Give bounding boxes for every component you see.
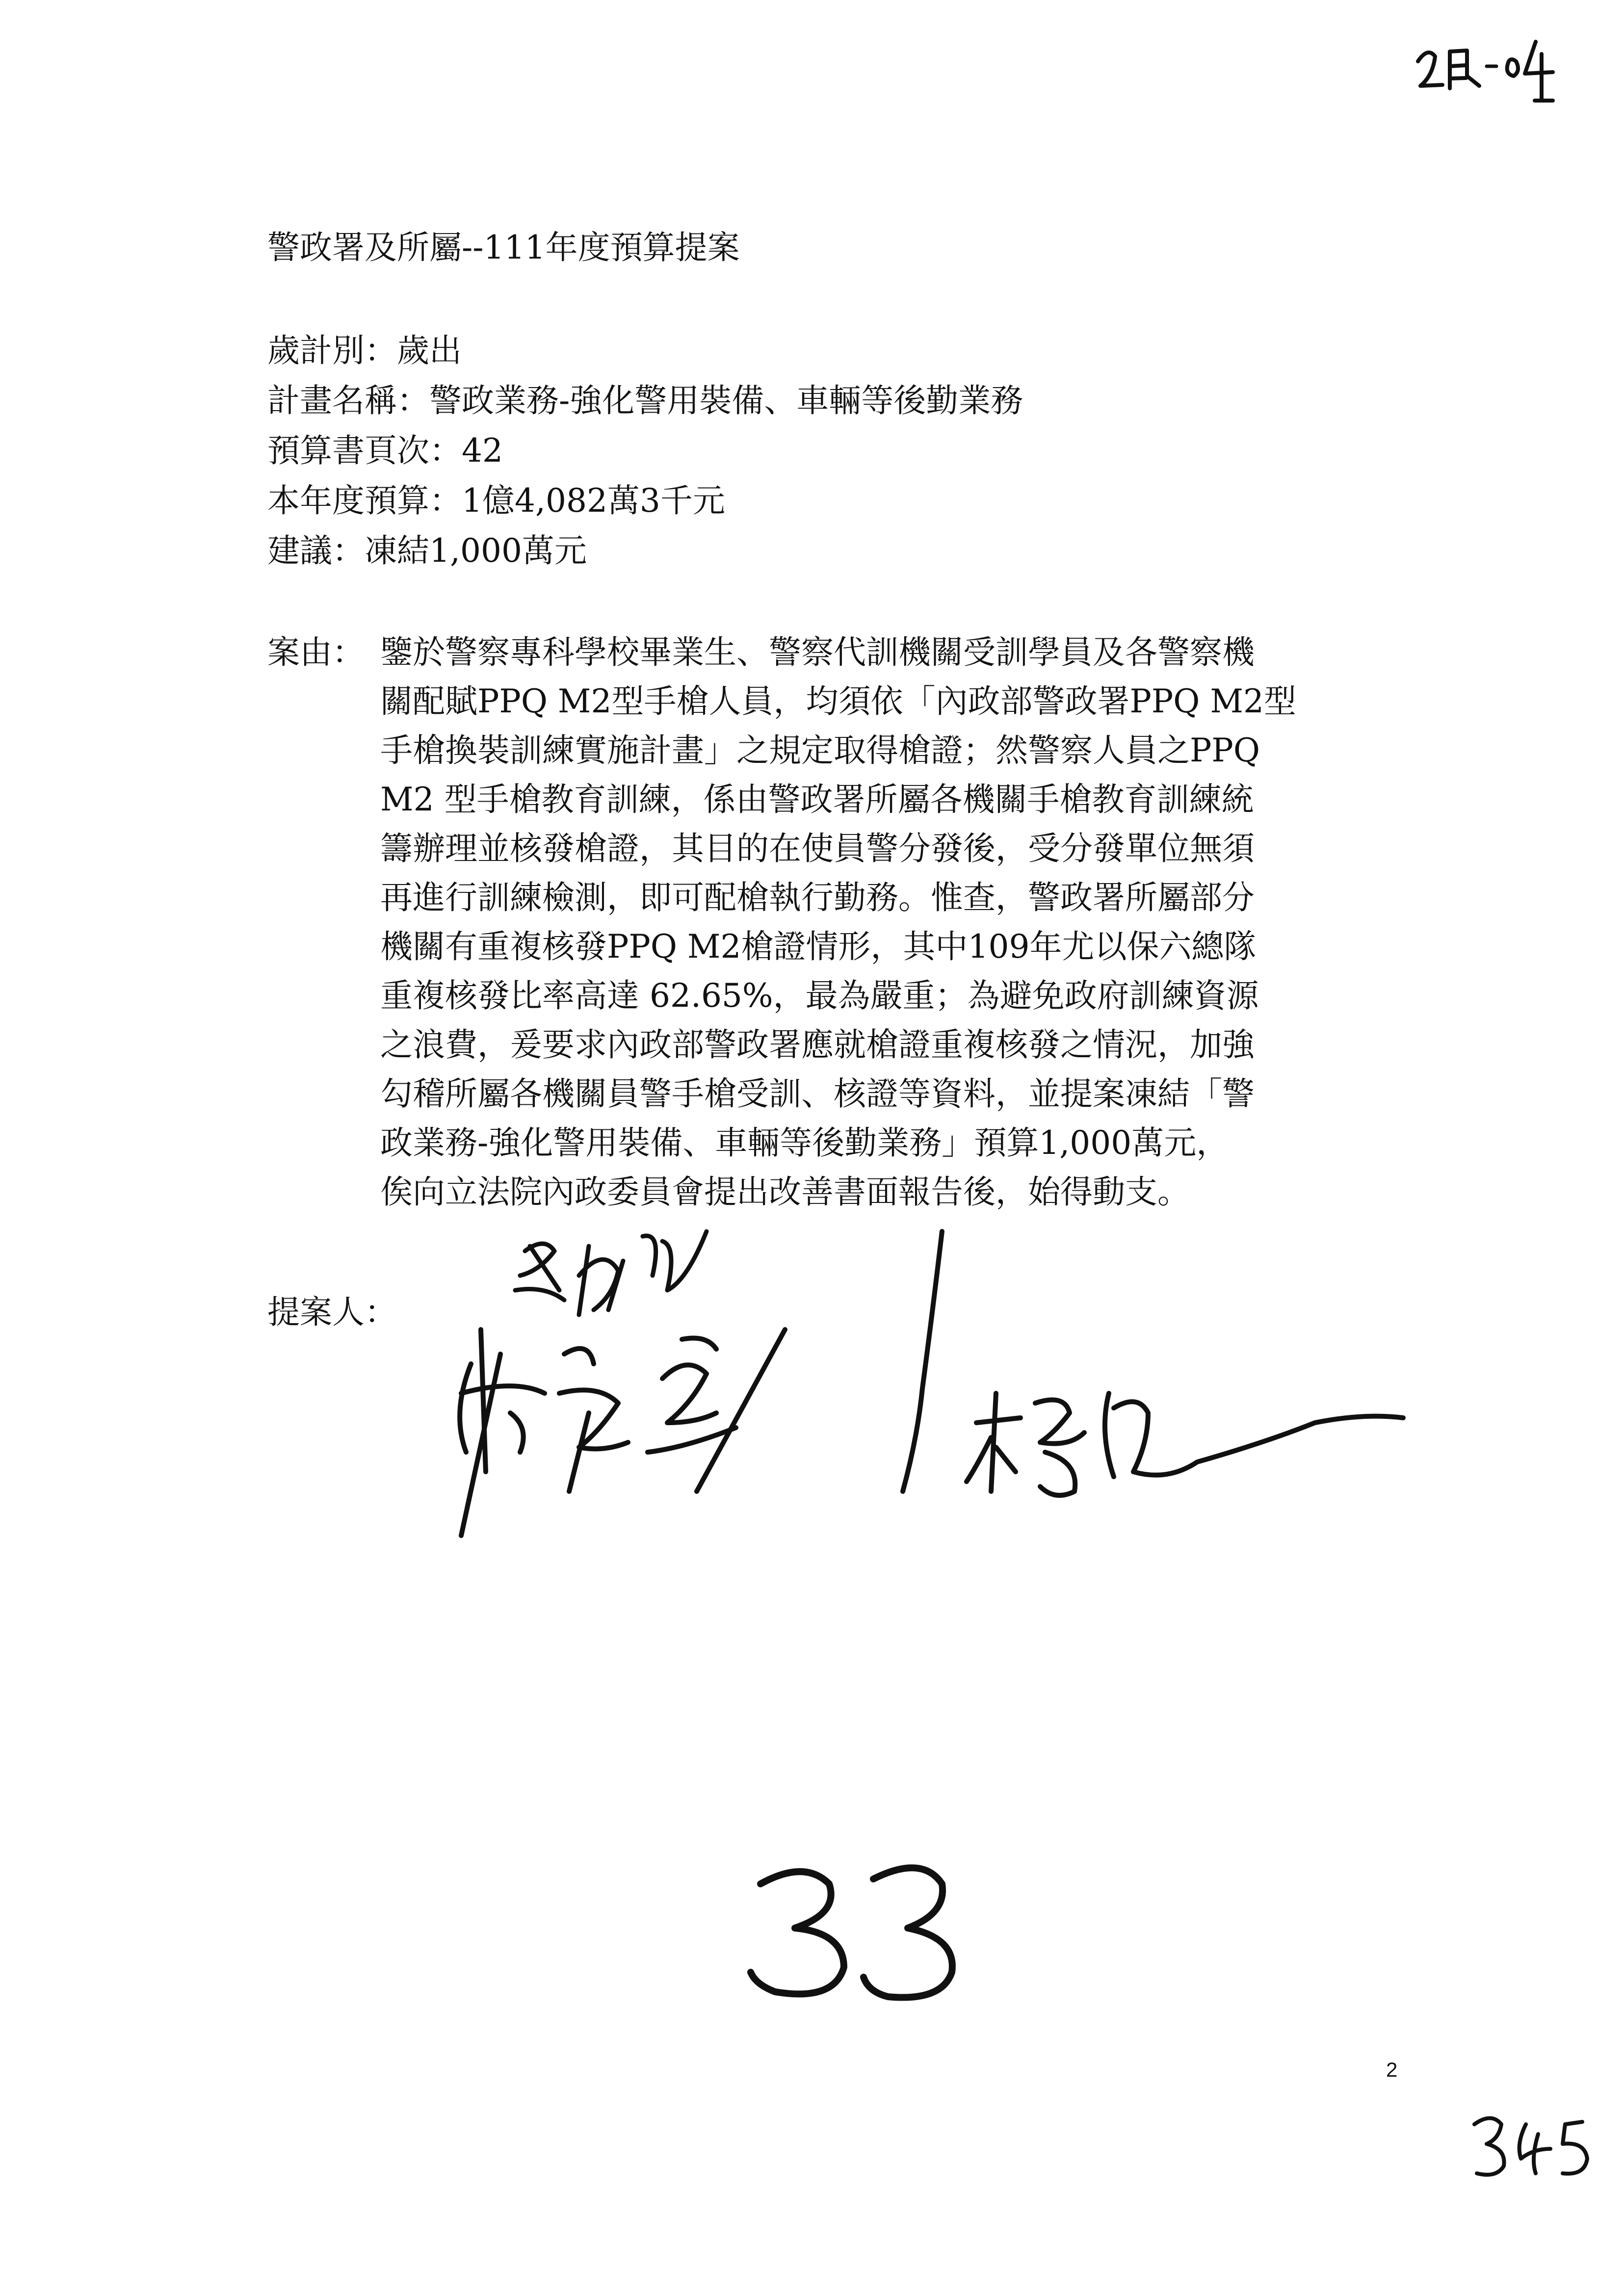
field-recommendation [267, 526, 587, 575]
field-fiscal-category [267, 326, 462, 375]
reason-line: 重複核發比率高達 62.65%，最為嚴重；為避免政府訓練資源 [380, 977, 1259, 1015]
reason-line: 再進行訓練檢測，即可配槍執行勤務。惟查，警政署所屬部分 [380, 879, 1255, 916]
field-separator: ： [365, 332, 397, 369]
field-separator: ： [397, 382, 429, 419]
reason-line: 機關有重複核發PPQ M2槍證情形，其中109年尤以保六總隊 [380, 928, 1257, 965]
signature-image [432, 1217, 1438, 1590]
handwritten-number-image [746, 1859, 1001, 2007]
reason-line: M2 型手槍教育訓練，係由警政署所屬各機關手槍教育訓練統 [380, 781, 1254, 818]
field-value: 42 [462, 432, 503, 470]
reason-line: 關配賦PPQ M2型手槍人員，均須依「內政部警政署PPQ M2型 [380, 682, 1296, 720]
field-separator: ： [332, 532, 365, 570]
field-annual-budget [267, 476, 725, 525]
field-label: 本年度預算 [267, 482, 429, 520]
reason-line: 之浪費，爰要求內政部警政署應就槍證重複核發之情況，加強 [380, 1026, 1255, 1064]
field-plan-name [267, 376, 1023, 425]
reason-line: 俟向立法院內政委員會提出改善書面報告後，始得動支。 [380, 1173, 1190, 1211]
handwritten-note-bottom-right [1467, 2105, 1595, 2183]
proposer-label: 提案人： [267, 1293, 397, 1331]
document-title: 警政署及所屬--111年度預算提案 [267, 229, 740, 266]
field-budget-page [267, 426, 503, 475]
field-label: 歲計別 [267, 332, 365, 369]
field-separator: ： [429, 482, 462, 520]
field-value: 1億4,082萬3千元 [462, 482, 725, 520]
field-label: 建議 [267, 532, 332, 570]
handwritten-note-top-right [1413, 27, 1560, 110]
field-value: 歲出 [397, 332, 462, 369]
field-separator: ： [429, 432, 462, 470]
reason-label: 案由： [267, 633, 365, 671]
reason-line: 鑒於警察專科學校畢業生、警察代訓機關受訓學員及各警察機 [380, 633, 1255, 671]
reason-line: 勾稽所屬各機關員警手槍受訓、核證等資料，並提案凍結「警 [380, 1075, 1255, 1113]
page-number: 2 [1386, 2058, 1398, 2081]
field-value: 凍結1,000萬元 [365, 532, 587, 570]
reason-body [380, 628, 1411, 1217]
reason-line: 政業務-強化警用裝備、車輛等後勤業務」預算1,000萬元， [380, 1124, 1229, 1162]
reason-line: 籌辦理並核發槍證，其目的在使員警分發後，受分發單位無須 [380, 830, 1255, 867]
field-label: 計畫名稱 [267, 382, 397, 419]
reason-line: 手槍換裝訓練實施計畫」之規定取得槍證；然警察人員之PPQ [380, 731, 1260, 769]
field-label: 預算書頁次 [267, 432, 429, 470]
field-value: 警政業務-強化警用裝備、車輛等後勤業務 [429, 382, 1023, 419]
